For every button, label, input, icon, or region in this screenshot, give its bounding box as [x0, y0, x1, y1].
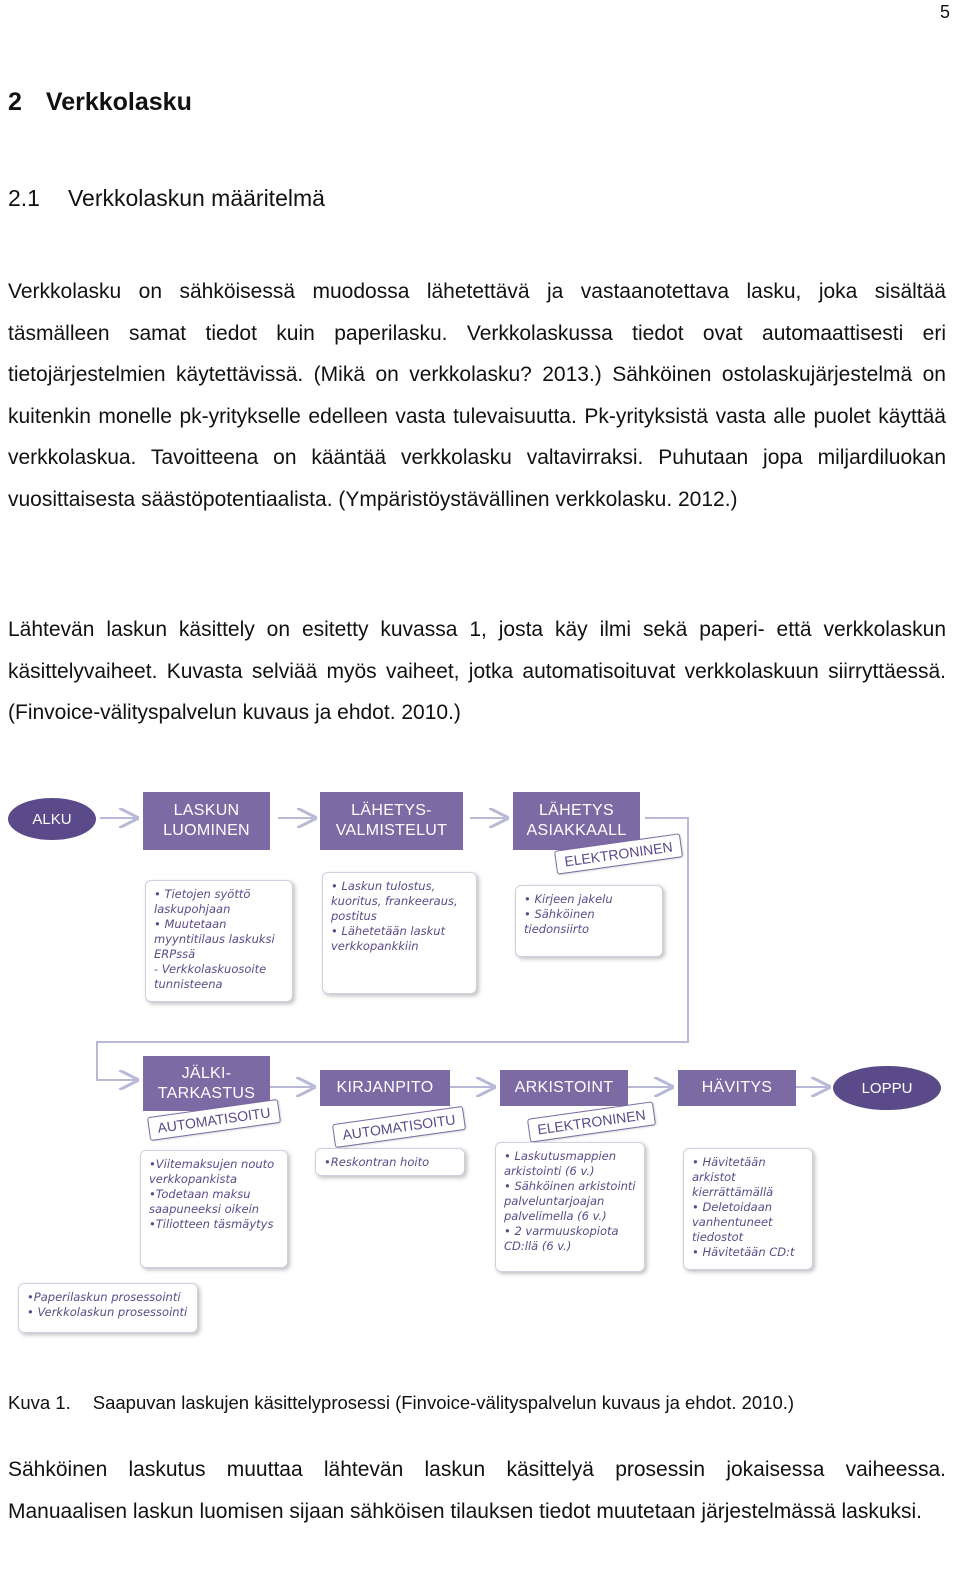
note-arkistointi: • Laskutusmappien arkistointi (6 v.) • Sähköinen arkistointi palveluntarjoajan palvelimella (6 v.) • 2 varmuuskopiota CD:llä (6 v.)	[495, 1142, 645, 1272]
note-jalkitarkastus: •Viitemaksujen nouto verkkopankista •Todetaan maksu saapuneeksi oikein •Tiliotteen täsmäytys	[140, 1150, 288, 1268]
section-title: Verkkolaskun määritelmä	[67, 185, 325, 211]
figure-caption	[8, 1392, 794, 1414]
process-diagram	[0, 780, 960, 1340]
step-kirjanpito: KIRJANPITO	[320, 1070, 450, 1106]
section-heading	[8, 185, 325, 212]
caption-label: Kuva 1.	[8, 1392, 71, 1413]
note-lahetys: • Kirjeen jakelu • Sähköinen tiedonsiirto	[515, 885, 663, 957]
paragraph-definition: Verkkolasku on sähköisessä muodossa lähetettävä ja vastaanotettava lasku, joka sisältää täsmälleen samat tiedot kuin paperilasku. Verkkolaskussa tiedot ovat automaattisesti eri tietojärjestelmien käytettävissä. (Mikä on verkkolasku? 2013.) Sähköinen ostolaskujärjestelmä on kuitenkin monelle pk-yritykselle edelleen vasta tulevaisuutta. Pk-yrityksistä vasta alle puolet käyttää verkkolaskua. Tavoitteena on kääntää verkkolasku valtavirraksi. Puhutaan jopa miljardiluokan vuosittaisesta säästöpotentiaalista. (Ympäristöystävällinen verkkolasku. 2012.)	[8, 280, 946, 511]
end-oval: LOPPU	[833, 1066, 941, 1110]
chapter-heading	[8, 88, 192, 117]
stamp-elektroninen-arkistointi: ELEKTRONINEN	[527, 1101, 656, 1142]
stamp-elektroninen-lahetys: ELEKTRONINEN	[554, 833, 683, 874]
start-oval: ALKU	[8, 798, 96, 840]
note-havitys: • Hävitetään arkistot kierrättämällä • Deletoidaan vanhentuneet tiedostot • Hävitetään CD:t	[683, 1148, 813, 1270]
section-number: 2.1	[8, 185, 40, 211]
chapter-number: 2	[8, 88, 22, 116]
step-lahetys-asiakkaalle: LÄHETYS ASIAKKAALL	[513, 792, 640, 850]
step-lahetysvalmistelut: LÄHETYS-VALMISTELUT	[320, 792, 463, 850]
page-number: 5	[939, 2, 950, 22]
paragraph-electronic-invoicing: Sähköinen laskutus muuttaa lähtevän laskun käsittelyä prosessin jokaisessa vaiheessa. Manuaalisen laskun luomisen sijaan sähköisen tilauksen tiedot muutetaan järjestelmässä laskuksi.	[8, 1458, 946, 1523]
note-kirjanpito: •Reskontran hoito	[315, 1148, 465, 1176]
legend-note: •Paperilaskun prosessointi • Verkkolaskun prosessointi	[18, 1283, 198, 1333]
stamp-automatisoitu-jalki: AUTOMATISOITU	[147, 1099, 281, 1141]
note-valmistelut: • Laskun tulostus, kuoritus, frankeeraus, postitus • Lähetetään laskut verkkopankkiin	[322, 872, 477, 994]
step-arkistointi: ARKISTOINT	[500, 1070, 628, 1106]
paragraph-process-intro: Lähtevän laskun käsittely on esitetty kuvassa 1, josta käy ilmi sekä paperi- että verkkolaskun käsittelyvaiheet. Kuvasta selviää myös vaiheet, jotka automatisoituvat verkkolaskuun siirryttäessä. (Finvoice-välityspalvelun kuvaus ja ehdot. 2010.)	[8, 618, 946, 724]
step-jalkitarkastus: JÄLKI-TARKASTUS	[143, 1056, 270, 1111]
step-havitys: HÄVITYS	[678, 1070, 796, 1106]
chapter-title: Verkkolasku	[45, 88, 192, 116]
stamp-automatisoitu-kirjanpito: AUTOMATISOITU	[332, 1106, 466, 1148]
note-luominen: • Tietojen syöttö laskupohjaan • Muutetaan myyntitilaus laskuksi ERPssä - Verkkolaskuosoite tunnisteena	[145, 880, 293, 1002]
step-laskun-luominen: LASKUN LUOMINEN	[143, 792, 270, 850]
caption-text: Saapuvan laskujen käsittelyprosessi (Finvoice-välityspalvelun kuvaus ja ehdot. 2010.)	[92, 1392, 795, 1413]
